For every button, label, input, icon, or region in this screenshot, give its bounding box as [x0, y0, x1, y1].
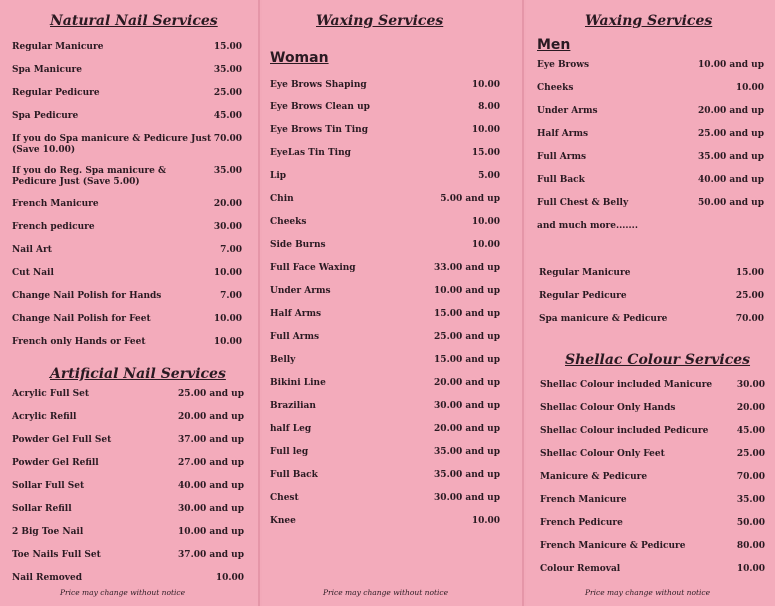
- service-name: Acrylic Full Set: [12, 389, 90, 399]
- service-price: 25.00: [735, 291, 764, 301]
- price-notice: Price may change without notice: [585, 588, 711, 597]
- price-row: [12, 435, 244, 459]
- service-price: 5.00: [478, 171, 500, 181]
- service-price: 10.00 and up: [178, 527, 244, 537]
- price-row: [270, 309, 500, 333]
- service-name: If you do Reg. Spa manicure & Pedicure Just (Save 5.00): [12, 166, 167, 187]
- service-name: French only Hands or Feet: [12, 337, 146, 347]
- price-row: [537, 152, 764, 176]
- waxing-services-title-men: Waxing Services: [585, 13, 713, 29]
- service-price: 25.00 and up: [178, 389, 244, 399]
- service-name: Cut Nail: [12, 268, 54, 278]
- service-price: 10.00: [471, 516, 500, 526]
- service-name: Spa Pedicure: [12, 111, 79, 121]
- service-price: 15.00 and up: [434, 355, 500, 365]
- price-row: [12, 88, 242, 112]
- price-row: [540, 495, 765, 519]
- price-row: [270, 148, 500, 172]
- service-name: Knee: [270, 516, 296, 526]
- price-row: [270, 332, 500, 356]
- price-row: [270, 240, 500, 264]
- price-row: [270, 355, 500, 379]
- price-row: [270, 263, 500, 287]
- service-price: 25.00 and up: [698, 129, 764, 139]
- service-name: half Leg: [270, 424, 312, 434]
- service-price: 45.00: [736, 426, 765, 436]
- service-price: 30.00: [213, 222, 242, 232]
- service-name: Full Chest & Belly: [537, 198, 629, 208]
- service-price: 25.00: [213, 88, 242, 98]
- service-name: EyeLas Tin Ting: [270, 148, 351, 158]
- service-price: 40.00 and up: [178, 481, 244, 491]
- price-row: [12, 412, 244, 436]
- service-price: 20.00 and up: [698, 106, 764, 116]
- price-row: [539, 314, 764, 338]
- service-name: Regular Pedicure: [539, 291, 627, 301]
- service-price: 50.00: [736, 518, 765, 528]
- price-row: [270, 102, 500, 126]
- service-name: Regular Manicure: [539, 268, 631, 278]
- service-name: Chest: [270, 493, 299, 503]
- waxing-services-title: Waxing Services: [316, 13, 444, 29]
- price-row: [540, 449, 765, 473]
- price-row: [12, 245, 242, 269]
- service-price: 15.00 and up: [434, 309, 500, 319]
- service-price: 20.00 and up: [178, 412, 244, 422]
- service-price: 35.00 and up: [698, 152, 764, 162]
- price-row: [537, 129, 764, 153]
- service-price: 30.00 and up: [434, 401, 500, 411]
- price-row: [12, 42, 242, 66]
- price-row: [540, 403, 765, 427]
- price-row: [12, 337, 242, 361]
- price-row: [270, 194, 500, 218]
- price-row: [270, 401, 500, 425]
- service-name: Full leg: [270, 447, 309, 457]
- price-row: [537, 60, 764, 84]
- service-name: Full Back: [537, 175, 585, 185]
- service-name: Shellac Colour included Pedicure: [540, 426, 709, 436]
- service-price: 33.00 and up: [434, 263, 500, 273]
- price-row: [12, 314, 242, 338]
- service-price: 70.00: [213, 134, 242, 144]
- service-price: 10.00: [735, 83, 764, 93]
- price-row: [270, 125, 500, 149]
- service-name: Acrylic Refill: [12, 412, 77, 422]
- service-price: 35.00 and up: [434, 470, 500, 480]
- service-price: 10.00: [471, 217, 500, 227]
- service-name: Spa manicure & Pedicure: [539, 314, 668, 324]
- price-row: [270, 378, 500, 402]
- service-name: Shellac Colour included Manicure: [540, 380, 713, 390]
- service-price: 30.00 and up: [178, 504, 244, 514]
- price-row: [537, 175, 764, 199]
- price-notice: Price may change without notice: [323, 588, 449, 597]
- price-row: [270, 493, 500, 517]
- service-name: Under Arms: [270, 286, 331, 296]
- service-name: Spa Manicure: [12, 65, 83, 75]
- shellac-services-title: Shellac Colour Services: [565, 352, 751, 368]
- artificial-nail-services-title: Artificial Nail Services: [50, 366, 226, 382]
- service-name: French Pedicure: [540, 518, 623, 528]
- price-notice: Price may change without notice: [60, 588, 186, 597]
- service-price: 35.00 and up: [434, 447, 500, 457]
- service-name: French Manicure: [540, 495, 627, 505]
- price-row: [270, 286, 500, 310]
- price-row: [270, 447, 500, 471]
- price-row: [12, 65, 242, 89]
- price-row: [537, 83, 764, 107]
- service-name: Powder Gel Full Set: [12, 435, 112, 445]
- service-price: 5.00 and up: [440, 194, 500, 204]
- price-row: [540, 380, 765, 404]
- service-name: Full Face Waxing: [270, 263, 356, 273]
- service-name: Full Arms: [537, 152, 587, 162]
- service-price: 70.00: [736, 472, 765, 482]
- service-name: Nail Removed: [12, 573, 83, 583]
- service-price: 10.00 and up: [434, 286, 500, 296]
- price-row: [270, 80, 500, 104]
- service-price: 20.00: [736, 403, 765, 413]
- price-row: [12, 550, 244, 574]
- service-name: French Manicure & Pedicure: [540, 541, 686, 551]
- service-price: 10.00: [215, 573, 244, 583]
- service-name: If you do Spa manicure & Pedicure Just (Save 10.00): [12, 134, 212, 155]
- price-row: [539, 291, 764, 315]
- price-row: [540, 564, 765, 588]
- service-price: 20.00 and up: [434, 424, 500, 434]
- price-row: [270, 470, 500, 494]
- service-name: Sollar Full Set: [12, 481, 85, 491]
- price-row: [12, 268, 242, 292]
- service-name: Manicure & Pedicure: [540, 472, 648, 482]
- service-name: Half Arms: [537, 129, 589, 139]
- service-name: Eye Brows Clean up: [270, 102, 370, 112]
- price-row: [12, 134, 242, 158]
- men-heading: Men: [537, 37, 571, 53]
- service-name: Toe Nails Full Set: [12, 550, 101, 560]
- service-price: 25.00 and up: [434, 332, 500, 342]
- service-price: 50.00 and up: [698, 198, 764, 208]
- service-name: Regular Pedicure: [12, 88, 100, 98]
- service-price: 20.00: [213, 199, 242, 209]
- price-row: [270, 171, 500, 195]
- price-row: [12, 481, 244, 505]
- service-price: 37.00 and up: [178, 435, 244, 445]
- service-name: Lip: [270, 171, 287, 181]
- price-row: [537, 106, 764, 130]
- service-price: 10.00: [736, 564, 765, 574]
- service-price: 10.00: [213, 337, 242, 347]
- service-name: Cheeks: [537, 83, 574, 93]
- service-name: Regular Manicure: [12, 42, 104, 52]
- service-name: Bikini Line: [270, 378, 326, 388]
- price-row: [270, 516, 500, 540]
- service-name: Eye Brows: [537, 60, 590, 70]
- service-name: Sollar Refill: [12, 504, 72, 514]
- service-price: 35.00: [213, 166, 242, 176]
- service-name: and much more.......: [537, 221, 638, 231]
- service-price: 30.00 and up: [434, 493, 500, 503]
- fold-line: [258, 0, 260, 606]
- natural-nail-services-title: Natural Nail Services: [50, 13, 218, 29]
- service-price: 10.00: [471, 80, 500, 90]
- service-name: Full Back: [270, 470, 318, 480]
- service-price: 10.00: [213, 314, 242, 324]
- service-name: Colour Removal: [540, 564, 621, 574]
- service-price: 10.00: [213, 268, 242, 278]
- service-name: Brazilian: [270, 401, 316, 411]
- service-name: French pedicure: [12, 222, 95, 232]
- service-name: Side Burns: [270, 240, 326, 250]
- service-name: Half Arms: [270, 309, 322, 319]
- service-name: Under Arms: [537, 106, 598, 116]
- service-price: 25.00: [736, 449, 765, 459]
- price-row: [270, 217, 500, 241]
- service-price: 15.00: [471, 148, 500, 158]
- service-price: 15.00: [213, 42, 242, 52]
- price-row: [12, 166, 242, 190]
- price-row: [539, 268, 764, 292]
- service-name: Eye Brows Tin Ting: [270, 125, 368, 135]
- service-price: 37.00 and up: [178, 550, 244, 560]
- service-name: French Manicure: [12, 199, 99, 209]
- service-name: Change Nail Polish for Feet: [12, 314, 151, 324]
- service-name: Change Nail Polish for Hands: [12, 291, 162, 301]
- service-name: Powder Gel Refill: [12, 458, 99, 468]
- service-name: Chin: [270, 194, 294, 204]
- service-price: 7.00: [220, 245, 242, 255]
- service-price: 7.00: [220, 291, 242, 301]
- price-row: [540, 426, 765, 450]
- service-name: 2 Big Toe Nail: [12, 527, 84, 537]
- service-price: 35.00: [213, 65, 242, 75]
- service-price: 10.00: [471, 240, 500, 250]
- price-row: [270, 424, 500, 448]
- price-row: [537, 221, 764, 245]
- price-row: [537, 198, 764, 222]
- service-price: 45.00: [213, 111, 242, 121]
- price-row: [12, 291, 242, 315]
- service-name: Eye Brows Shaping: [270, 80, 367, 90]
- price-row: [12, 504, 244, 528]
- service-price: 20.00 and up: [434, 378, 500, 388]
- price-row: [12, 389, 244, 413]
- price-row: [540, 518, 765, 542]
- woman-heading: Woman: [270, 50, 329, 66]
- service-name: Cheeks: [270, 217, 307, 227]
- service-name: Nail Art: [12, 245, 52, 255]
- service-price: 8.00: [478, 102, 500, 112]
- service-name: Shellac Colour Only Hands: [540, 403, 676, 413]
- fold-line: [522, 0, 524, 606]
- price-row: [540, 472, 765, 496]
- price-row: [12, 199, 242, 223]
- price-row: [12, 458, 244, 482]
- price-row: [540, 541, 765, 565]
- service-name: Belly: [270, 355, 296, 365]
- service-price: 40.00 and up: [698, 175, 764, 185]
- service-price: 30.00: [736, 380, 765, 390]
- service-name: Shellac Colour Only Feet: [540, 449, 665, 459]
- service-price: 35.00: [736, 495, 765, 505]
- service-price: 10.00 and up: [698, 60, 764, 70]
- service-price: 10.00: [471, 125, 500, 135]
- price-row: [12, 527, 244, 551]
- service-price: 70.00: [735, 314, 764, 324]
- price-row: [12, 111, 242, 135]
- price-row: [12, 222, 242, 246]
- service-name: Full Arms: [270, 332, 320, 342]
- service-price: 27.00 and up: [178, 458, 244, 468]
- service-price: 15.00: [735, 268, 764, 278]
- service-price: 80.00: [736, 541, 765, 551]
